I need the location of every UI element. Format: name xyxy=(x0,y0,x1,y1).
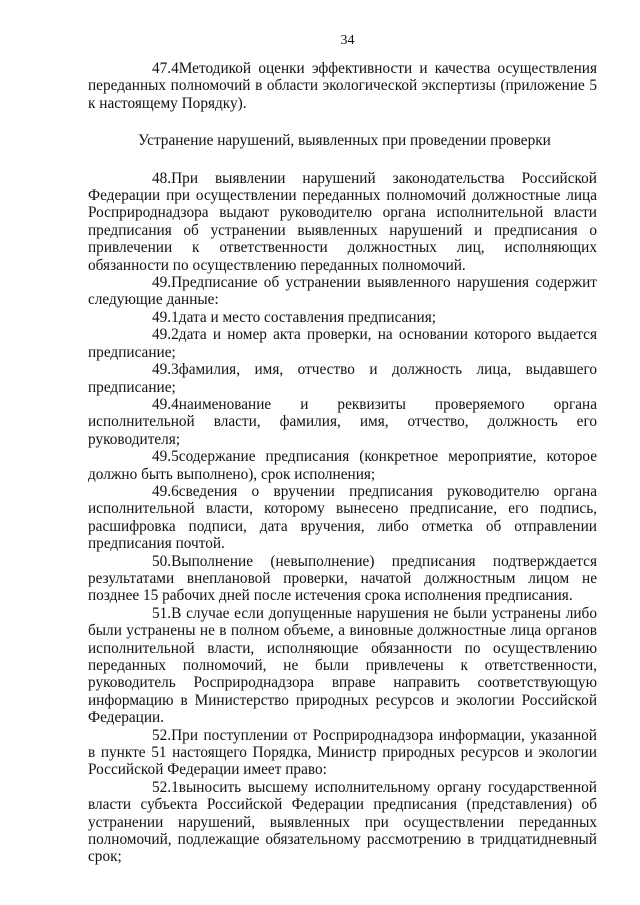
paragraph-number: 50. xyxy=(152,552,172,570)
paragraph-text: дата и место составления предписания; xyxy=(178,308,436,326)
paragraph-text: содержание предписания (конкретное мероприятие, которое должно быть выполнено), срок исполнения; xyxy=(88,448,597,483)
paragraph-text: Методикой оценки эффективности и качества осуществления переданных полномочий в области экологической экспертизы (приложение 5 к настоящему Порядку). xyxy=(88,60,597,112)
paragraph-49-2 xyxy=(88,326,597,361)
paragraph-50 xyxy=(88,553,597,605)
paragraph-49-5 xyxy=(88,448,597,483)
paragraph-49 xyxy=(88,274,597,309)
paragraph-47-4 xyxy=(88,60,597,112)
paragraph-text: Выполнение (невыполнение) предписания подтверждается результатами внеплановой проверки, начатой должностным лицом не позднее 15 рабочих дней после истечения срока исполнения предписания. xyxy=(88,552,597,605)
paragraph-number: 49. xyxy=(152,274,172,292)
paragraph-number: 49.6 xyxy=(152,482,179,500)
paragraph-49-1 xyxy=(88,309,597,326)
paragraph-number: 52.1 xyxy=(152,778,179,796)
paragraph-text: сведения о вручении предписания руководителю органа исполнительной власти, которому вынесено предписание, его подпись, расшифровка подписи, дата вручения, либо отметка об отправлении предписания почтой. xyxy=(88,482,597,553)
section-body xyxy=(88,170,597,866)
paragraph-49-4 xyxy=(88,396,597,448)
paragraph-number: 49.5 xyxy=(152,448,179,466)
paragraph-text: выносить высшему исполнительному органу государственной власти субъекта Российской Федерации предписания (представления) об устранении нарушений, выявленных при осуществлении переданных полномочий, подлежащие обязательному рассмотрению в тридцатидневный срок; xyxy=(88,778,597,866)
paragraph-text: В случае если допущенные нарушения не были устранены либо были устранены не в полном объеме, а виновные должностные лица органов исполнительной власти, исполняющие обязанности по осуществлению переданных полномочий, не были привлечены к ответственности, руководитель Росприроднадзора вправе направить соответствующую информацию в Министерство природных ресурсов и экологии Российской Федерации. xyxy=(88,604,597,727)
paragraph-number: 47.4 xyxy=(152,60,179,77)
paragraph-number: 49.2 xyxy=(152,326,179,344)
paragraph-52-1 xyxy=(88,779,597,866)
paragraph-51 xyxy=(88,605,597,727)
paragraph-text: При выявлении нарушений законодательства Российской Федерации при осуществлении переданных полномочий должностные лица Росприроднадзора выдают руководителю органа исполнительной власти предписания об устранении выявленных нарушений и предписания о привлечении к ответственности должностных лиц, исполняющих обязанности по осуществлению переданных полномочий. xyxy=(88,169,597,274)
paragraph-number: 49.4 xyxy=(152,395,179,413)
paragraph-text: фамилия, имя, отчество и должность лица, выдавшего предписание; xyxy=(88,361,597,396)
paragraph-number: 49.1 xyxy=(152,308,179,326)
paragraph-49-6 xyxy=(88,483,597,553)
paragraph-number: 52. xyxy=(152,726,172,744)
paragraph-number: 51. xyxy=(152,604,172,622)
paragraph-text: Предписание об устранении выявленного нарушения содержит следующие данные: xyxy=(88,274,597,309)
paragraph-number: 49.3 xyxy=(152,361,179,379)
paragraph-52 xyxy=(88,727,597,779)
paragraph-number: 48. xyxy=(152,169,172,187)
page-number: 34 xyxy=(340,33,355,48)
section-title: Устранение нарушений, выявленных при проведении проверки xyxy=(138,132,551,150)
paragraph-49-3 xyxy=(88,361,597,396)
paragraph-text: При поступлении от Росприроднадзора информации, указанной в пункте 51 настоящего Порядка, Министр природных ресурсов и экологии Российской Федерации имеет право: xyxy=(88,726,597,779)
paragraph-text: наименование и реквизиты проверяемого органа исполнительной власти, фамилия, имя, отчество, должность его руководителя; xyxy=(88,395,597,448)
paragraph-48 xyxy=(88,170,597,274)
paragraph-text: дата и номер акта проверки, на основании которого выдается предписание; xyxy=(88,326,597,361)
